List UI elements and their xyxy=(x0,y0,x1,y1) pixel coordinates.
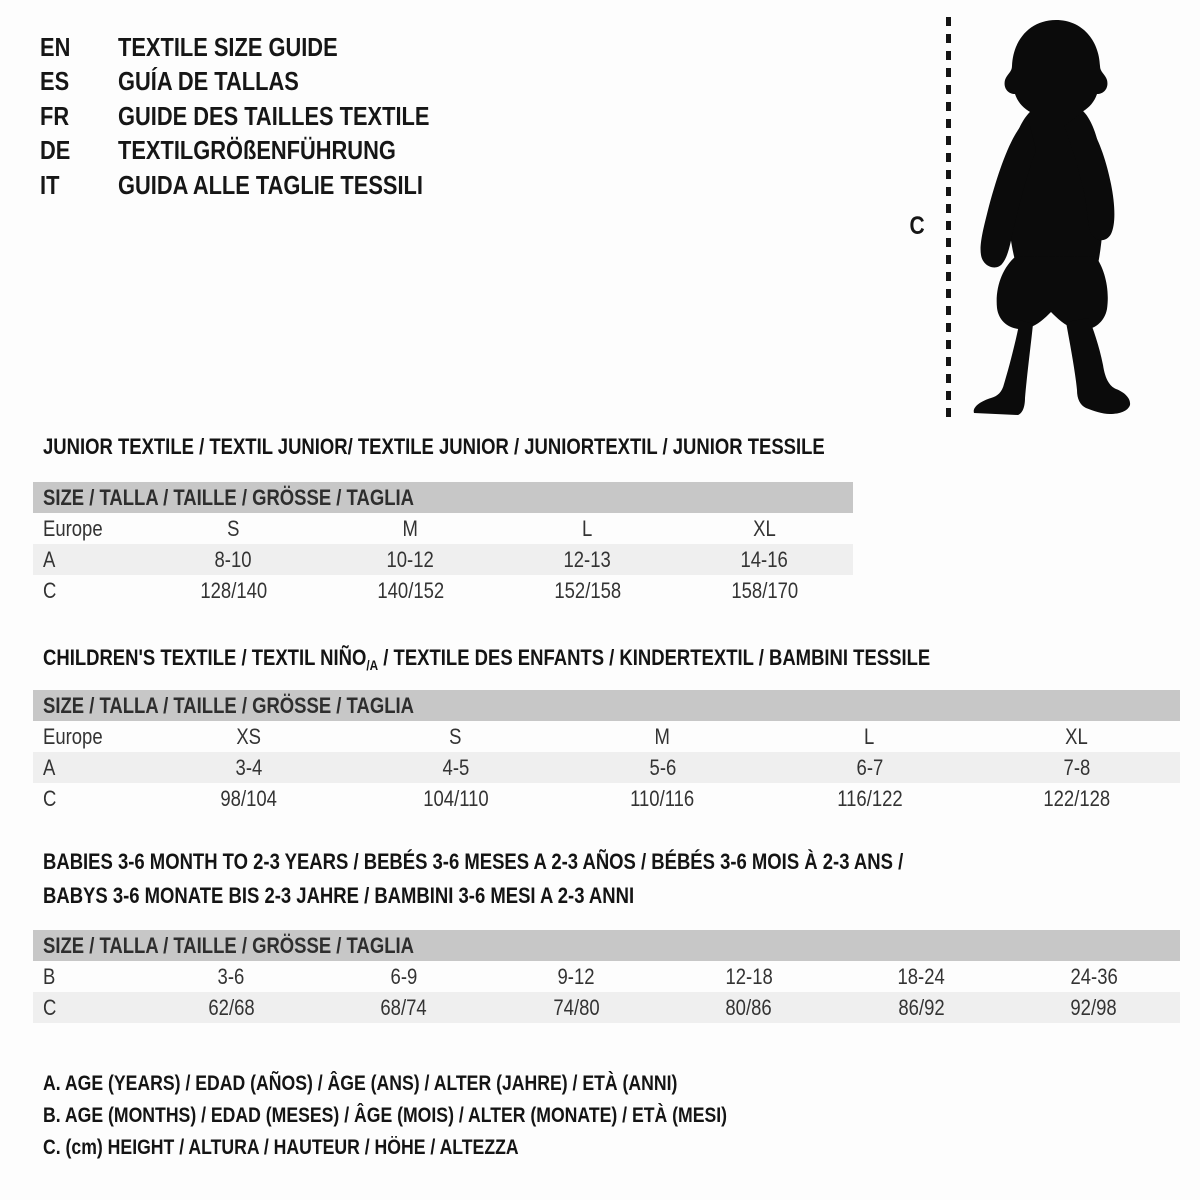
table-cell: S xyxy=(227,515,240,541)
table-cell: XL xyxy=(753,515,776,541)
lang-code: DE xyxy=(40,135,71,166)
table-cell: 68/74 xyxy=(380,994,427,1020)
table-cell: 9-12 xyxy=(557,963,595,989)
junior-section-title: JUNIOR TEXTILE / TEXTIL JUNIOR/ TEXTILE JUNIOR / JUNIORTEXTIL / JUNIOR TESSILE xyxy=(43,434,825,459)
table-cell: XL xyxy=(1065,723,1088,749)
table-row xyxy=(33,575,853,606)
table-cell: 7-8 xyxy=(1063,754,1090,780)
junior-size-table xyxy=(33,482,853,606)
table-cell: L xyxy=(582,515,593,541)
table-cell: 110/116 xyxy=(630,785,695,811)
table-cell: 5-6 xyxy=(649,754,676,780)
table-cell: M xyxy=(654,723,671,749)
table-row xyxy=(33,961,1180,992)
lang-code: IT xyxy=(40,169,60,200)
table-cell: 116/122 xyxy=(836,785,903,811)
table-cell: 104/110 xyxy=(422,785,489,811)
lang-title: GUÍA DE TALLAS xyxy=(118,66,299,97)
lang-title: GUIDA ALLE TAGLIE TESSILI xyxy=(118,169,423,200)
lang-title: GUIDE DES TAILLES TEXTILE xyxy=(118,100,430,131)
height-dashed-line xyxy=(946,17,951,417)
height-measure-figure xyxy=(0,0,1200,430)
table-header-size-talla: SIZE / TALLA / TAILLE / GRÖSSE / TAGLIA xyxy=(33,482,853,513)
table-row xyxy=(33,752,1180,783)
table-cell: 80/86 xyxy=(725,994,772,1020)
table-cell: 18-24 xyxy=(897,963,945,989)
table-cell: 12-13 xyxy=(563,546,612,572)
table-cell: M xyxy=(402,515,419,541)
babies-size-table xyxy=(33,930,1180,1023)
table-row xyxy=(33,513,853,544)
row-label: Europe xyxy=(43,723,103,749)
table-cell: L xyxy=(864,723,875,749)
row-label: C xyxy=(43,577,57,603)
table-cell: 3-6 xyxy=(217,963,245,989)
lang-title: TEXTILGRÖßENFÜHRUNG xyxy=(118,135,396,166)
table-cell: 12-18 xyxy=(725,963,773,989)
table-cell: S xyxy=(449,723,462,749)
lang-code: EN xyxy=(40,31,71,62)
row-label: C xyxy=(43,994,57,1020)
table-row xyxy=(33,992,1180,1023)
table-cell: 158/170 xyxy=(731,577,798,603)
height-measure-label: C xyxy=(909,212,925,240)
lang-code: ES xyxy=(40,66,70,97)
table-cell: 8-10 xyxy=(214,546,252,572)
table-cell: 6-9 xyxy=(390,963,418,989)
table-cell: XS xyxy=(236,723,261,749)
toddler-silhouette-icon xyxy=(958,14,1146,420)
row-label: B xyxy=(43,963,56,989)
table-cell: 98/104 xyxy=(220,785,277,811)
row-label: Europe xyxy=(43,515,103,541)
children-section-title: CHILDREN'S TEXTILE / TEXTIL $NIÑO_{/A}$ / TEXTILE DES ENFANTS / KINDERTEXTIL / BAMBINI TESSILE xyxy=(43,645,931,673)
table-cell: 14-16 xyxy=(740,546,789,572)
table-row xyxy=(33,721,1180,752)
table-cell: 6-7 xyxy=(856,754,883,780)
table-cell: 10-12 xyxy=(386,546,435,572)
babies-section-title-line1: BABIES 3-6 MONTH TO 2-3 YEARS / BEBÉS 3-6 MESES A 2-3 AÑOS / BÉBÉS 3-6 MOIS À 2-3 ANS / xyxy=(43,849,904,874)
lang-title: TEXTILE SIZE GUIDE xyxy=(118,31,338,62)
lang-code: FR xyxy=(40,100,70,131)
table-cell: 3-4 xyxy=(235,754,262,780)
footnote-b-age-months: B. AGE (MONTHS) / EDAD (MESES) / ÂGE (MOIS) / ALTER (MONATE) / ETÀ (MESI) xyxy=(43,1104,728,1127)
table-cell: 4-5 xyxy=(442,754,469,780)
table-header-size-talla: SIZE / TALLA / TAILLE / GRÖSSE / TAGLIA xyxy=(33,690,1180,721)
table-cell: 122/128 xyxy=(1043,785,1110,811)
row-label: A xyxy=(43,546,56,572)
table-cell: 140/152 xyxy=(377,577,444,603)
table-row xyxy=(33,783,1180,814)
babies-section-title-line2: BABYS 3-6 MONATE BIS 2-3 JAHRE / BAMBINI 3-6 MESI A 2-3 ANNI xyxy=(43,883,635,908)
row-label: A xyxy=(43,754,56,780)
table-cell: 62/68 xyxy=(208,994,255,1020)
children-size-table xyxy=(33,690,1180,814)
table-cell: 74/80 xyxy=(553,994,600,1020)
footnote-a-age-years: A. AGE (YEARS) / EDAD (AÑOS) / ÂGE (ANS) / ALTER (JAHRE) / ETÀ (ANNI) xyxy=(43,1072,678,1095)
footnote-c-height-cm: C. (cm) HEIGHT / ALTURA / HAUTEUR / HÖHE / ALTEZZA xyxy=(43,1136,519,1159)
row-label: C xyxy=(43,785,57,811)
table-cell: 128/140 xyxy=(200,577,267,603)
table-header-size-talla: SIZE / TALLA / TAILLE / GRÖSSE / TAGLIA xyxy=(33,930,1180,961)
table-cell: 92/98 xyxy=(1070,994,1117,1020)
nino-a-subscript: /A xyxy=(366,657,379,673)
table-row xyxy=(33,544,853,575)
table-cell: 24-36 xyxy=(1070,963,1118,989)
table-cell: 152/158 xyxy=(554,577,621,603)
table-cell: 86/92 xyxy=(898,994,945,1020)
